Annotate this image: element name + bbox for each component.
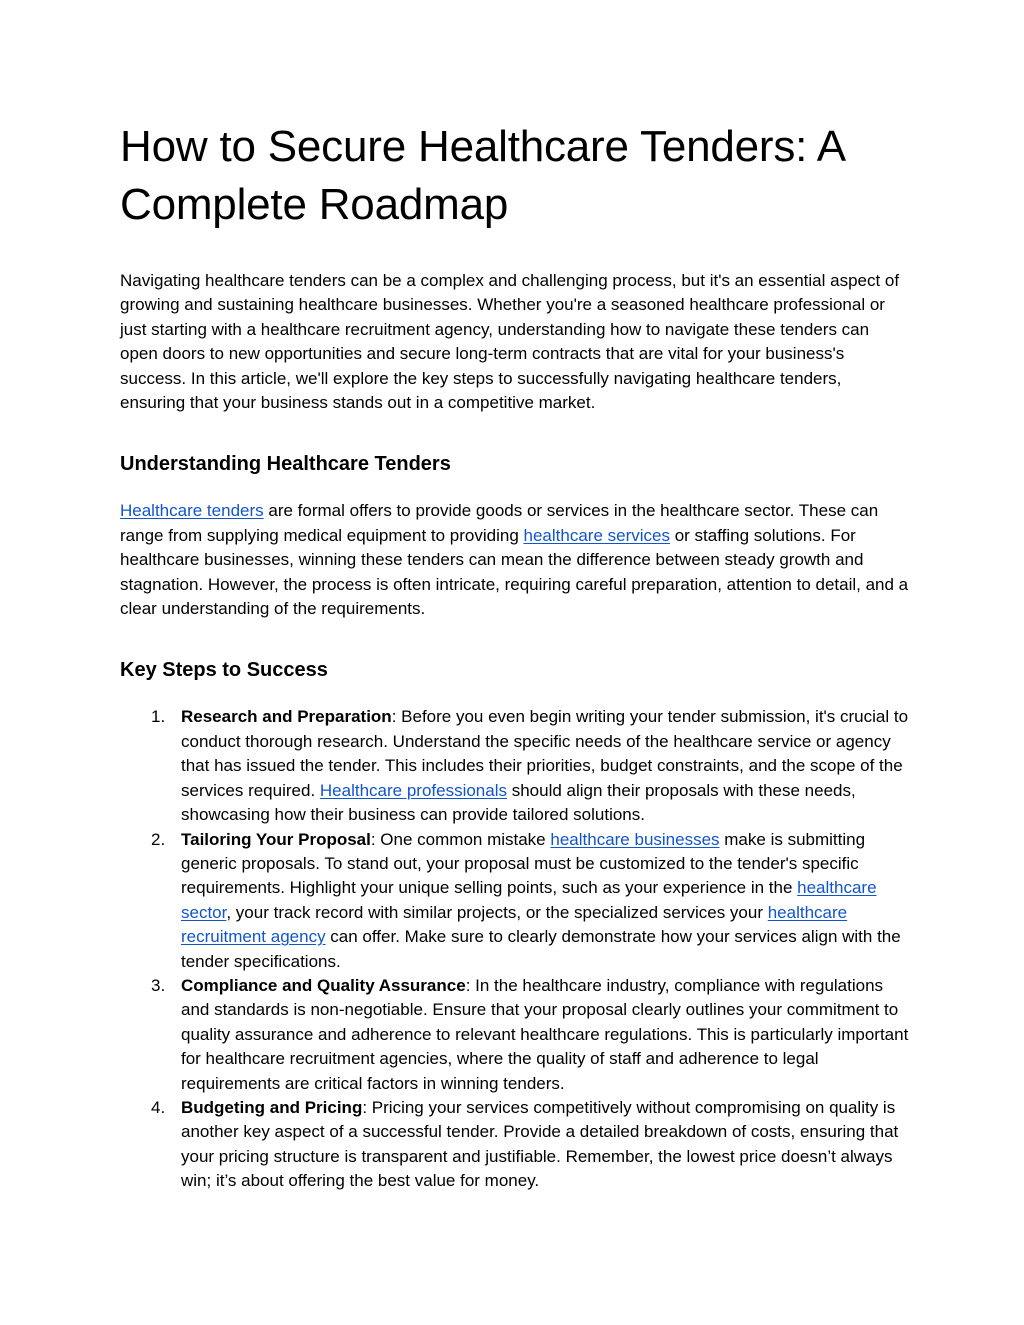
list-item-title: Budgeting and Pricing (181, 1097, 363, 1117)
list-item (120, 705, 910, 827)
list-item-text: : Pricing your services competitively without compromising on quality is another key aspect of a successful tender. Provide a detailed breakdown of costs, ensuring that your pricing structure is transparent and justifiable. Remember, the lowest price doesn’t always win; it’s about offering the best value for money. (181, 1097, 899, 1191)
link-healthcare-recruitment-agency[interactable]: healthcare recruitment agency (181, 902, 848, 947)
list-item-number: 3. (151, 975, 166, 995)
link-healthcare-professionals[interactable]: Healthcare professionals (319, 780, 507, 800)
link-healthcare-services[interactable]: healthcare services (523, 525, 670, 545)
link-healthcare-sector[interactable]: healthcare sector (181, 878, 877, 922)
paragraph-text: are formal offers to provide goods or services in the healthcare sector. These can range from supplying medical equipment to providing (120, 501, 879, 545)
link-healthcare-businesses[interactable]: healthcare businesses (550, 829, 720, 849)
list-item-number: 1. (151, 707, 166, 727)
list-item (120, 974, 910, 1096)
intro-paragraph: Navigating healthcare tenders can be a complex and challenging process, but it's an essential aspect of growing and sustaining healthcare businesses. Whether you're a seasoned healthcare professional or just starting with a healthcare recruitment agency, understanding how to navigate these tenders can open doors to new opportunities and secure long-term contracts that are vital for your business's success. In this article, we'll explore the key steps to successfully navigating healthcare tenders, ensuring that your business stands out in a competitive market. (120, 271, 900, 413)
list-item-text: should align their proposals with these needs, showcasing how their business can provide tailored solutions. (181, 780, 856, 825)
section-heading-key-steps: Key Steps to Success (120, 659, 328, 682)
list-item-title: Tailoring Your Proposal (181, 829, 371, 849)
list-item-number: 4. (151, 1097, 166, 1117)
section-paragraph-understanding (120, 499, 910, 621)
list-item-text: make is submitting generic proposals. To stand out, your proposal must be customized to the tender's specific requirements. Highlight your unique selling points, such as your experience in the (181, 829, 866, 898)
list-item-title: Compliance and Quality Assurance (181, 975, 466, 995)
link-healthcare-tenders[interactable]: Healthcare tenders (120, 501, 264, 521)
list-item-text: can offer. Make sure to clearly demonstrate how your services align with the tender specifications. (181, 927, 901, 971)
steps-list (120, 705, 910, 1193)
section-heading-understanding: Understanding Healthcare Tenders (120, 453, 451, 476)
list-item-text: : In the healthcare industry, compliance with regulations and standards is non-negotiable. Ensure that your proposal clearly outlines your commitment to quality assurance and adherence to relevant healthcare regulations. This is particularly important for healthcare recruitment agencies, where the quality of staff and adherence to legal requirements are critical factors in winning tenders. (181, 975, 909, 1093)
list-item-text: , your track record with similar projects, or the specialized services your (226, 902, 768, 922)
document-title: How to Secure Healthcare Tenders: A Complete Roadmap (120, 122, 844, 229)
document-page (120, 118, 910, 1194)
list-item-text: : Before you even begin writing your tender submission, it's crucial to conduct thorough research. Understand the specific needs of the healthcare service or agency that has issued the tender. This includes their priorities, budget constraints, and the scope of the services required. (181, 707, 909, 800)
list-item-number: 2. (151, 829, 166, 849)
list-item-text: : One common mistake (370, 829, 551, 849)
paragraph-text: or staffing solutions. For healthcare businesses, winning these tenders can mean the difference between steady growth and stagnation. However, the process is often intricate, requiring careful preparation, attention to detail, and a clear understanding of the requirements. (120, 525, 909, 619)
list-item (120, 1096, 910, 1194)
list-item (120, 828, 910, 974)
list-item-title: Research and Preparation (181, 707, 392, 727)
